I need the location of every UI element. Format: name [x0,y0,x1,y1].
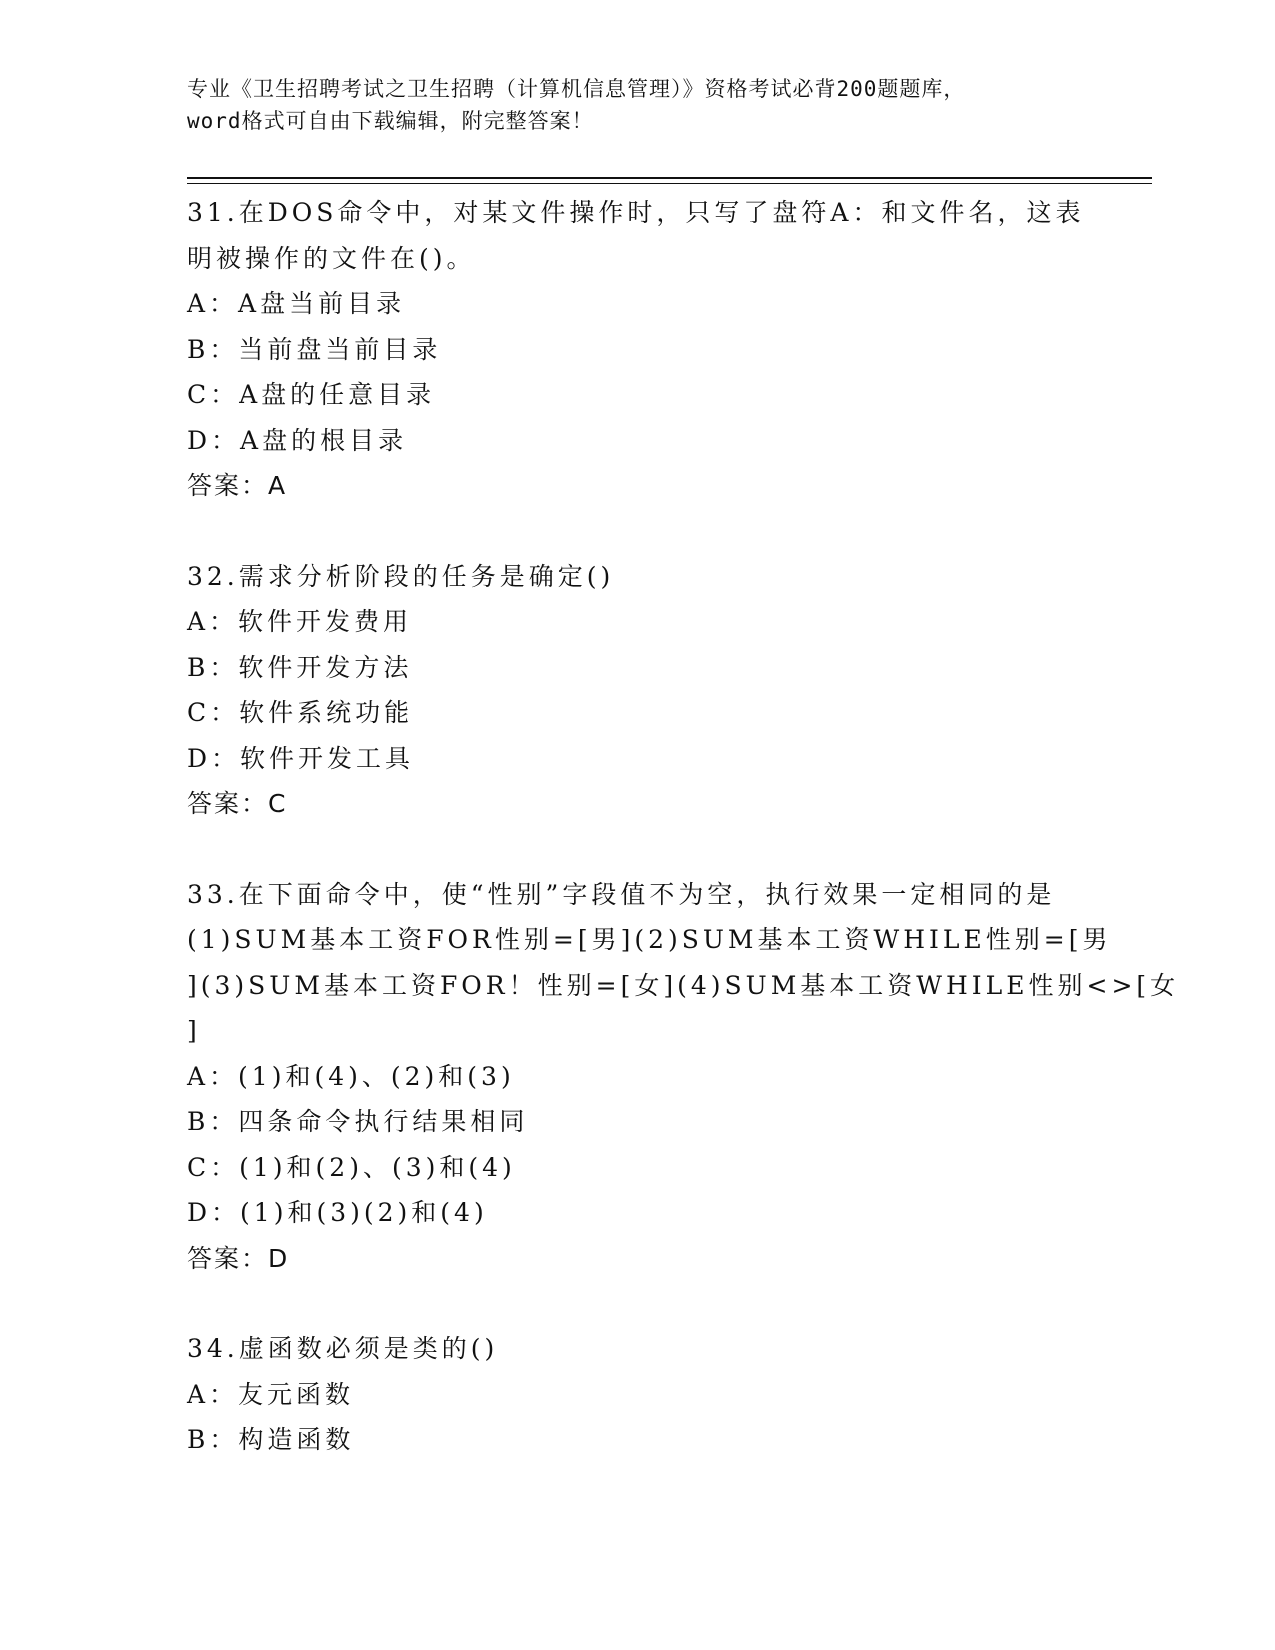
header-rule-thin [187,183,1152,184]
question-33 [187,872,1180,1282]
option-b: B：软件开发方法 [187,652,413,682]
answer-label: 答案：D [187,1243,290,1273]
option-a: A：A盘当前目录 [187,289,406,318]
header-rule-thick [187,177,1152,179]
spacer [187,1281,1087,1326]
spacer [187,827,1087,872]
question-stem: 33.在下面命令中，使“性别”字段值不为空，执行效果一定相同的是 [187,879,1056,909]
question-32 [187,554,1087,827]
option-c: C：A盘的任意目录 [187,380,436,409]
option-d: D：A盘的根目录 [187,425,408,455]
question-stem: 34.虚函数必须是类的() [187,1334,499,1363]
question-31 [187,190,1087,509]
option-d: D：软件开发工具 [187,743,415,773]
question-stem: ] [187,1016,201,1045]
header-line-2: word格式可自由下载编辑，附完整答案！ [187,109,594,133]
option-c: C：软件系统功能 [187,698,414,727]
answer-label: 答案：C [187,789,288,818]
document-header [187,73,1087,137]
question-stem: (1)SUM基本工资FOR性别=[男](2)SUM基本工资WHILE性别=[男 [187,925,1112,954]
option-c: C：(1)和(2)、(3)和(4) [187,1152,516,1182]
question-stem: ](3)SUM基本工资FOR！性别=[女](4)SUM基本工资WHILE性别<>[女 [187,970,1180,1000]
question-34 [187,1326,1087,1463]
question-list [187,190,1180,1463]
answer-label: 答案：A [187,471,288,500]
option-a: A：友元函数 [187,1379,355,1409]
option-d: D：(1)和(3)(2)和(4) [187,1198,488,1227]
header-line-1: 专业《卫生招聘考试之卫生招聘（计算机信息管理）》资格考试必背200题题库， [187,77,966,101]
option-b: B：构造函数 [187,1425,355,1454]
option-b: B：当前盘当前目录 [187,334,442,364]
option-a: A：(1)和(4)、(2)和(3) [187,1061,515,1091]
question-stem: 31.在DOS命令中，对某文件操作时，只写了盘符A：和文件名，这表 [187,198,1085,227]
question-stem: 明被操作的文件在()。 [187,243,476,273]
option-b: B：四条命令执行结果相同 [187,1107,529,1136]
spacer [187,509,1087,554]
option-a: A：软件开发费用 [187,607,413,636]
question-stem: 32.需求分析阶段的任务是确定() [187,561,615,591]
